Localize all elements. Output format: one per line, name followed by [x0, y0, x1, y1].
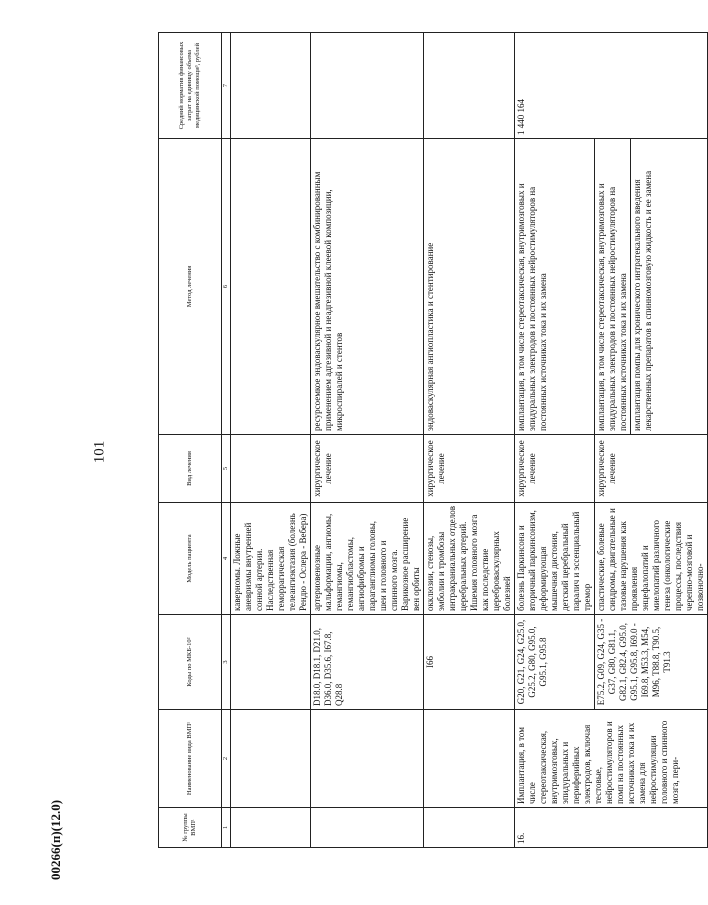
header-group-number: № группы ВМП¹	[159, 808, 222, 848]
cell-treatment-type: хирургическое лечение	[515, 435, 595, 503]
cell-cost	[231, 33, 311, 139]
cell-group	[311, 808, 424, 848]
cell-group	[231, 808, 311, 848]
cell-model: каверномы. Ложные аневризмы внутренней сонной артерии. Наследственная геморрагическая телеангиэктазия (болезнь Рендю - Ослера - Вебера)	[231, 503, 311, 615]
cell-method: имплантация, в том числе стереотаксическая, внутримозговых и эпидуральных электродов и постоянных нейростимуляторов на постоянных источниках тока и их замена	[515, 139, 595, 435]
column-number: 2	[222, 710, 231, 808]
footer-code-text: 00266(п)(12.0)	[48, 799, 63, 880]
cell-method-part-b: имплантация помпы для хронического интратекального введения лекарственных препаратов в спинномозговую жидкость и ее замена	[632, 170, 653, 431]
cell-treatment-type: хирургическое лечение	[424, 435, 515, 503]
cell-model: спастические, болевые синдромы, двигательные и тазовые нарушения как проявления энцефалопатий и миелопатий различного генеза (онкологические процессы, последствия черепно-мозговой и позвоночно-	[595, 503, 708, 615]
table-row	[424, 33, 515, 848]
column-number: 5	[222, 435, 231, 503]
cell-name: Имплантация, в том числе стереотаксическая, внутримозговых, эпидуральных и периферийных электродов, включая тестовые, нейростимуляторов и помп на постоянных источниках тока и их замена для нейростимуляции головного и спинного мозга, пери-	[515, 710, 708, 808]
header-icd-codes: Коды по МКБ-10²	[159, 615, 222, 710]
cell-name	[231, 710, 311, 808]
cell-model: болезнь Паркинсона и вторичный паркинсонизм, деформирующая мышечная дистония, детский церебральный паралич и эссенциальный тремор	[515, 503, 595, 615]
column-number: 3	[222, 615, 231, 710]
table-row	[231, 33, 311, 848]
cell-method	[231, 139, 311, 435]
cell-group	[424, 808, 515, 848]
cell-method	[595, 139, 708, 435]
cell-group: 16.	[515, 808, 708, 848]
cell-name	[311, 710, 424, 808]
header-treatment-method: Метод лечения	[159, 139, 222, 435]
table-row	[311, 33, 424, 848]
cell-name	[424, 710, 515, 808]
cell-model: артериовенозные мальформации, ангиомы, гемангиомы, гемангиобластомы, ангиофибромы и параганглиомы головы, шеи и головного и спинного мозга. Варикозное расширение вен орбиты	[311, 503, 424, 615]
column-number-row	[222, 33, 231, 848]
cell-codes: D18.0, D18.1, D21.0, D36.0, D35.6, I67.8, Q28.8	[311, 615, 424, 710]
table-row	[515, 33, 595, 848]
cell-codes: G20, G21, G24, G25.0, G25.2, G80, G95.0, G95.1, G95.8	[515, 615, 595, 710]
cell-cost	[424, 33, 515, 139]
cell-method: эндоваскулярная ангиопластика и стентирование	[424, 139, 515, 435]
rotated-table-container	[158, 33, 705, 848]
header-vmp-name: Наименование вида ВМП¹	[159, 710, 222, 808]
vmp-table	[158, 32, 708, 848]
column-number: 6	[222, 139, 231, 435]
cell-codes	[231, 615, 311, 710]
column-number: 4	[222, 503, 231, 615]
cell-model: окклюзии, стенозы, эмболии и тромбозы интракраниальных отделов церебральных артерий. Ишемия головного мозга как последствие цереброваскулярных болезней	[424, 503, 515, 615]
cell-method: ресурсоемкое эндоваскулярное вмешательство с комбинированным применением адгезивной и неадгезивной клеевой композиции, микроспиралей и стентов	[311, 139, 424, 435]
page-number-text: 101	[91, 440, 108, 464]
header-patient-model: Модель пациента	[159, 503, 222, 615]
header-cost: Средний норматив финансовых затрат на единицу объема медицинской помощи³, рублей	[159, 33, 222, 139]
cell-cost: 1 440 164	[515, 33, 708, 139]
column-number: 7	[222, 33, 231, 139]
cell-treatment-type: хирургическое лечение	[311, 435, 424, 503]
cell-treatment-type	[231, 435, 311, 503]
column-number: 1	[222, 808, 231, 848]
cell-codes: E75.2, G09, G24, G35 - G37, G80, G81.1, G82.1, G82.4, G95.0, G95.1, G95.8, I69.0 - I69.8, M53.3, M54, M96, T88.8, T90.5, T91.3	[595, 615, 708, 710]
header-treatment-type: Вид лечения	[159, 435, 222, 503]
cell-cost	[311, 33, 424, 139]
cell-method-part-a: имплантация, в том числе стереотаксическая, внутримозговых и эпидуральных электродов и постоянных нейростимуляторов на постоянных источниках тока и их замена	[595, 139, 631, 434]
cell-codes: I66	[424, 615, 515, 710]
header-row	[159, 33, 222, 848]
cell-treatment-type: хирургическое лечение	[595, 435, 708, 503]
